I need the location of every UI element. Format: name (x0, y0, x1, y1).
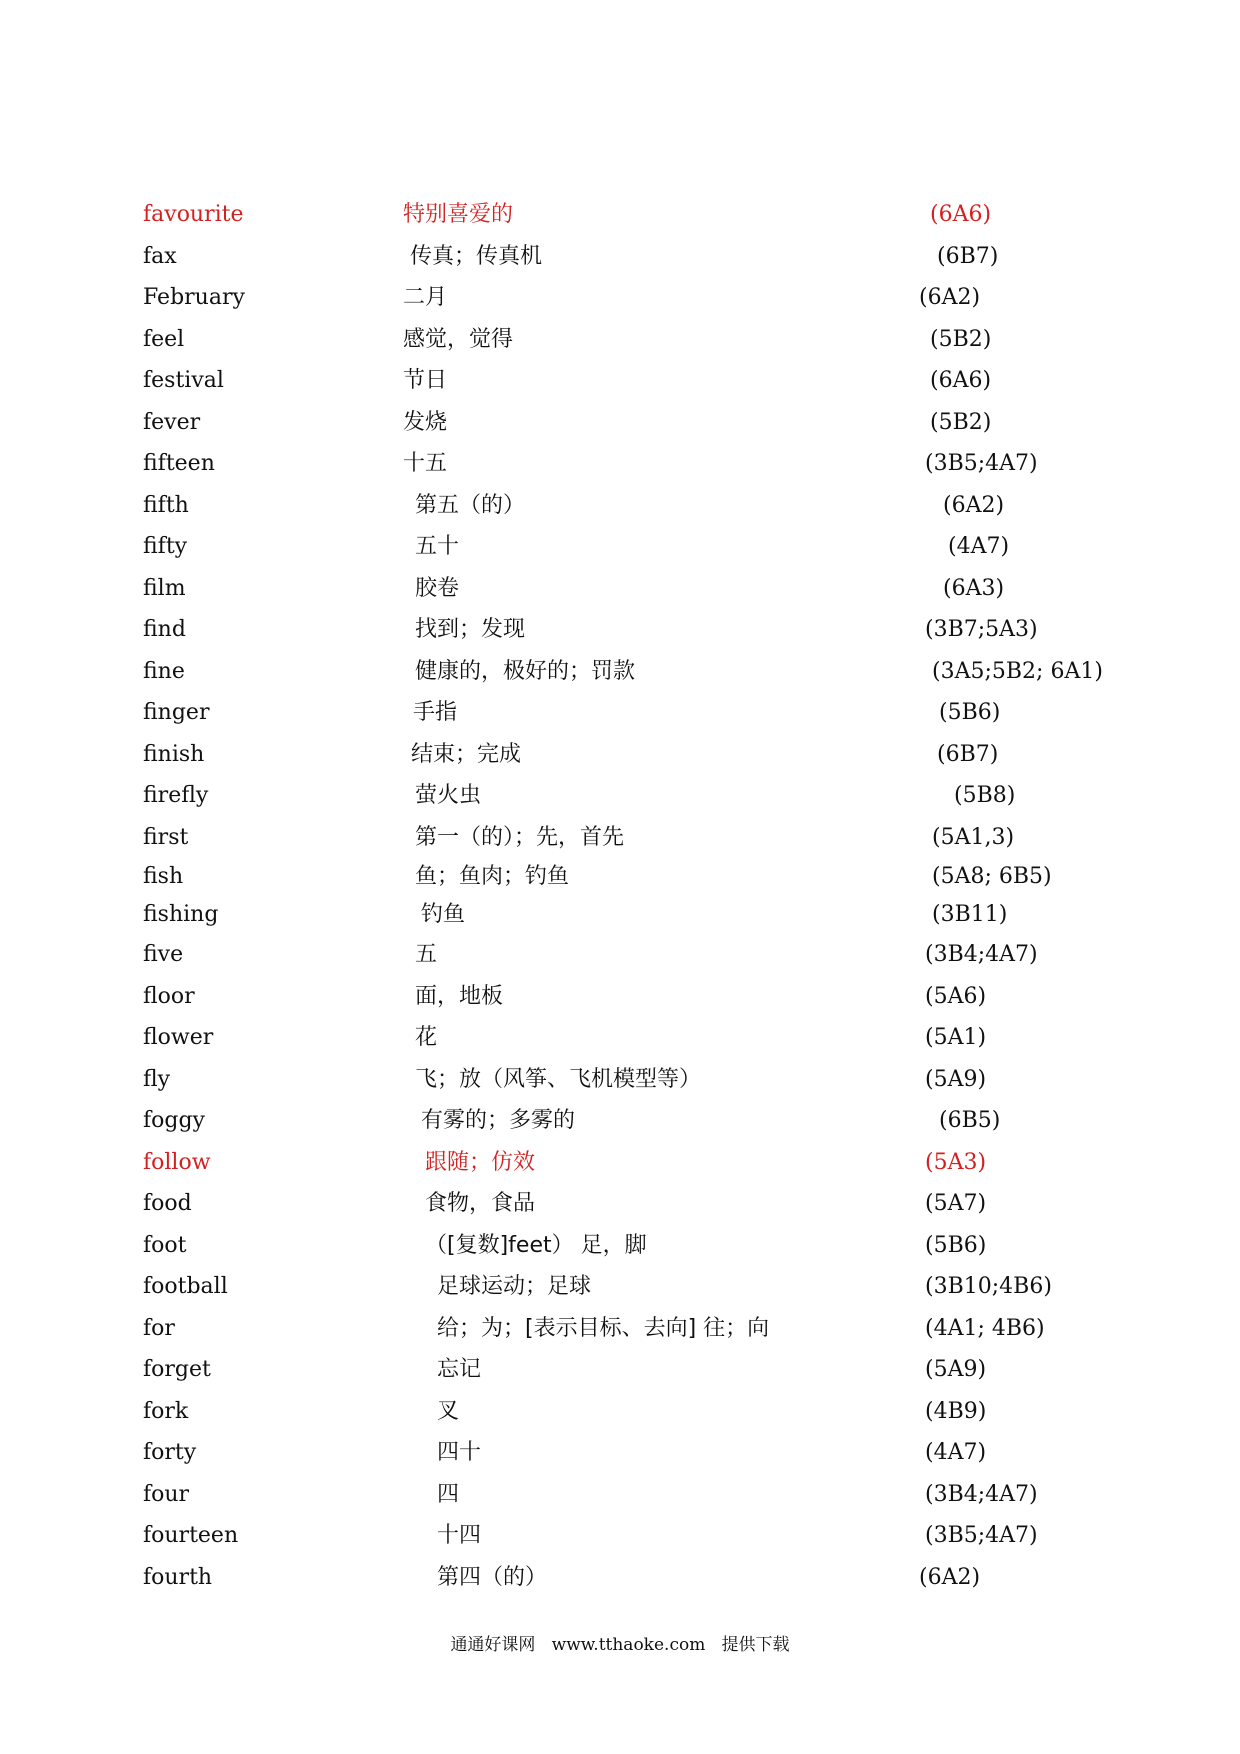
vocab-meaning: 面，地板 (415, 983, 504, 1009)
vocab-meaning: 五 (415, 942, 438, 967)
vocab-word: festival (143, 368, 224, 393)
vocab-word: fever (143, 409, 201, 435)
vocab-meaning: 十五 (403, 451, 448, 476)
vocab-word: fourteen (143, 1523, 239, 1548)
vocab-meaning: 五十 (415, 534, 460, 559)
vocab-word: feel (143, 326, 185, 352)
vocab-row (143, 817, 1143, 859)
vocab-word: fish (143, 864, 184, 889)
vocab-unit-reference: (6B7) (937, 243, 999, 269)
vocab-meaning: 四十 (437, 1440, 482, 1465)
vocab-meaning: 二月 (403, 285, 448, 310)
vocab-unit-reference: (6A3) (943, 575, 1005, 601)
vocab-meaning: 健康的，极好的；罚款 (415, 658, 636, 684)
vocab-row (143, 1142, 1143, 1184)
vocab-unit-reference: (6B7) (937, 741, 999, 767)
footer-url[interactable]: www.tthaoke.com (551, 1635, 706, 1655)
vocab-row (143, 1432, 1143, 1474)
vocab-meaning: 叉 (437, 1398, 460, 1424)
vocab-word: flower (143, 1025, 214, 1050)
vocab-word: fifteen (143, 451, 215, 476)
vocab-meaning: 忘记 (437, 1357, 482, 1382)
vocab-unit-reference: (4A7) (948, 534, 1010, 559)
vocab-unit-reference: (4B9) (925, 1398, 987, 1424)
vocab-unit-reference: (5A9) (925, 1357, 987, 1382)
vocab-row (143, 1474, 1143, 1516)
vocab-meaning: 有雾的；多雾的 (421, 1108, 576, 1133)
vocab-meaning: 胶卷 (415, 575, 460, 601)
vocab-word: fax (143, 243, 177, 269)
vocab-row (143, 895, 1143, 934)
vocab-unit-reference: (5A7) (925, 1191, 987, 1216)
vocab-unit-reference: (5A1,3) (932, 824, 1015, 850)
vocab-row (143, 277, 1143, 319)
vocab-meaning: 感觉，觉得 (403, 326, 514, 352)
vocab-row (143, 568, 1143, 610)
vocab-unit-reference: (3B11) (932, 902, 1008, 927)
vocab-row (143, 1100, 1143, 1142)
vocab-row (143, 934, 1143, 976)
vocab-row (143, 858, 1143, 895)
vocab-unit-reference: (3B4;4A7) (925, 942, 1038, 967)
vocab-word: favourite (143, 202, 244, 227)
vocab-row (143, 692, 1143, 734)
vocab-unit-reference: (5B6) (939, 700, 1001, 725)
footer-suffix: 提供下载 (721, 1635, 790, 1655)
vocab-unit-reference: (5B6) (925, 1232, 987, 1258)
vocab-word: fifth (143, 492, 189, 518)
vocab-unit-reference: (3B5;4A7) (925, 451, 1038, 476)
vocab-row (143, 1183, 1143, 1225)
vocab-word: fishing (143, 902, 219, 927)
vocab-unit-reference: (6A2) (919, 1564, 981, 1590)
vocab-meaning: 钓鱼 (421, 902, 466, 927)
vocab-word: film (143, 575, 186, 601)
vocab-row (143, 526, 1143, 568)
vocab-row (143, 194, 1143, 236)
vocab-unit-reference: (3B10;4B6) (925, 1274, 1052, 1299)
vocab-unit-reference: (3A5;5B2; 6A1) (932, 658, 1103, 684)
vocab-meaning: 足球运动；足球 (437, 1274, 592, 1299)
vocab-word: February (143, 285, 245, 310)
vocab-word: forget (143, 1357, 211, 1382)
vocab-meaning: 飞；放（风筝、飞机模型等） (415, 1066, 702, 1092)
vocab-word: floor (143, 983, 195, 1009)
vocab-row (143, 976, 1143, 1018)
vocab-unit-reference: (5B2) (930, 326, 992, 352)
vocab-unit-reference: (3B7;5A3) (925, 617, 1038, 642)
vocab-word: foot (143, 1232, 187, 1258)
vocab-word: fine (143, 658, 185, 684)
vocab-word: five (143, 942, 184, 967)
vocab-unit-reference: (6A6) (930, 202, 992, 227)
vocab-meaning: 找到；发现 (415, 617, 526, 642)
vocab-word: forty (143, 1440, 197, 1465)
vocab-unit-reference: (3B5;4A7) (925, 1523, 1038, 1548)
vocab-word: fork (143, 1398, 189, 1424)
vocab-row (143, 1515, 1143, 1557)
vocab-meaning: 食物，食品 (425, 1191, 536, 1216)
vocab-row (143, 485, 1143, 527)
vocab-unit-reference: (5B8) (954, 783, 1016, 808)
vocab-unit-reference: (6A2) (943, 492, 1005, 518)
vocab-row (143, 236, 1143, 278)
vocab-word: fifty (143, 534, 188, 559)
vocab-meaning: 结束；完成 (411, 741, 522, 767)
vocab-word: firefly (143, 783, 209, 808)
vocab-unit-reference: (5B2) (930, 409, 992, 435)
vocab-row (143, 734, 1143, 776)
vocab-row (143, 319, 1143, 361)
vocab-row (143, 1266, 1143, 1308)
vocab-meaning: 四 (437, 1481, 460, 1507)
vocab-word: fourth (143, 1564, 213, 1590)
vocab-unit-reference: (5A9) (925, 1066, 987, 1092)
vocab-unit-reference: (5A8; 6B5) (932, 864, 1052, 889)
vocab-row (143, 402, 1143, 444)
vocab-meaning: 手指 (413, 700, 458, 725)
vocab-row (143, 1225, 1143, 1267)
vocab-unit-reference: (5A1) (925, 1025, 987, 1050)
vocab-row (143, 651, 1143, 693)
page-footer (0, 1630, 1240, 1655)
vocab-unit-reference: (4A1; 4B6) (925, 1315, 1045, 1341)
vocab-unit-reference: (4A7) (925, 1440, 987, 1465)
vocab-row (143, 1017, 1143, 1059)
vocab-meaning: 鱼；鱼肉；钓鱼 (415, 864, 570, 889)
vocab-meaning: 花 (415, 1025, 438, 1050)
footer-site-name: 通通好课网 (450, 1635, 536, 1655)
vocab-word: for (143, 1315, 175, 1341)
vocab-row (143, 1308, 1143, 1350)
vocab-word: find (143, 617, 186, 642)
vocab-meaning: 节日 (403, 368, 448, 393)
vocab-word: finger (143, 700, 210, 725)
vocabulary-list (143, 194, 1143, 1598)
vocab-unit-reference: (6A2) (919, 285, 981, 310)
vocab-row (143, 1557, 1143, 1599)
vocab-row (143, 443, 1143, 485)
vocab-word: foggy (143, 1108, 205, 1133)
vocab-meaning: 跟随；仿效 (425, 1149, 536, 1175)
vocab-meaning: 第一（的）；先，首先 (415, 824, 625, 850)
vocab-word: fly (143, 1066, 171, 1092)
vocab-word: food (143, 1191, 192, 1216)
vocab-meaning: 给；为；[表示目标、去向] 往；向 (437, 1315, 770, 1341)
vocab-meaning: （[复数]feet） 足，脚 (425, 1232, 647, 1258)
vocab-unit-reference: (5A6) (925, 983, 987, 1009)
vocab-meaning: 萤火虫 (415, 783, 482, 808)
vocab-meaning: 特别喜爱的 (403, 202, 514, 227)
vocab-word: football (143, 1274, 228, 1299)
vocab-row (143, 609, 1143, 651)
vocab-word: finish (143, 741, 205, 767)
vocab-word: first (143, 824, 189, 850)
vocab-unit-reference: (6A6) (930, 368, 992, 393)
vocab-meaning: 第四（的） (437, 1564, 548, 1590)
vocab-row (143, 1391, 1143, 1433)
vocab-meaning: 发烧 (403, 409, 448, 435)
vocab-row (143, 1059, 1143, 1101)
vocab-meaning: 传真；传真机 (410, 243, 543, 269)
vocab-unit-reference: (6B5) (939, 1108, 1001, 1133)
vocab-meaning: 十四 (437, 1523, 482, 1548)
vocab-unit-reference: (3B4;4A7) (925, 1481, 1038, 1507)
vocab-row (143, 775, 1143, 817)
vocab-row (143, 1349, 1143, 1391)
vocab-word: follow (143, 1149, 211, 1175)
vocab-row (143, 360, 1143, 402)
vocab-word: four (143, 1481, 190, 1507)
vocab-meaning: 第五（的） (415, 492, 526, 518)
vocab-unit-reference: (5A3) (925, 1149, 987, 1175)
